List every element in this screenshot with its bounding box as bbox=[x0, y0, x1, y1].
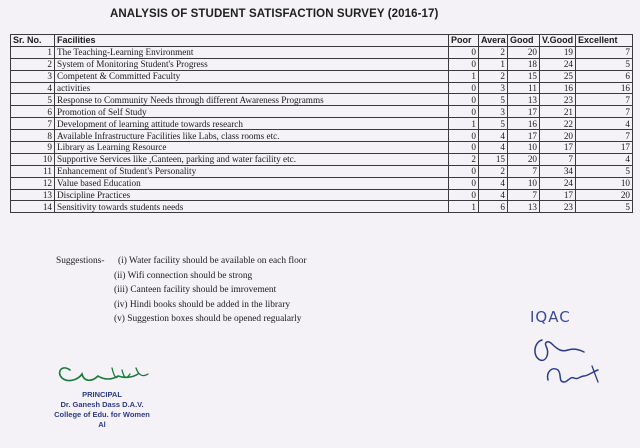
cell-sr-no: 5 bbox=[11, 94, 55, 106]
cell-facility: Available Infrastructure Facilities like Labs, class rooms etc. bbox=[55, 130, 449, 142]
cell-poor: 0 bbox=[449, 106, 479, 118]
suggestions-heading: Suggestions- bbox=[56, 256, 105, 266]
cell-excellent: 5 bbox=[576, 58, 633, 70]
suggestion-item: (v) Suggestion boxes should be opened regualarly bbox=[114, 314, 302, 324]
cell-vgood: 24 bbox=[540, 177, 576, 189]
table-header-row bbox=[11, 35, 633, 47]
cell-excellent: 7 bbox=[576, 130, 633, 142]
cell-good: 13 bbox=[508, 94, 540, 106]
cell-sr-no: 10 bbox=[11, 153, 55, 165]
cell-poor: 0 bbox=[449, 94, 479, 106]
cell-vgood: 22 bbox=[540, 118, 576, 130]
cell-excellent: 7 bbox=[576, 106, 633, 118]
cell-sr-no: 2 bbox=[11, 58, 55, 70]
cell-good: 15 bbox=[508, 70, 540, 82]
cell-vgood: 24 bbox=[540, 58, 576, 70]
cell-excellent: 4 bbox=[576, 153, 633, 165]
cell-good: 10 bbox=[508, 142, 540, 154]
cell-poor: 1 bbox=[449, 201, 479, 213]
cell-average: 4 bbox=[479, 177, 508, 189]
table-body bbox=[11, 46, 633, 212]
cell-poor: 0 bbox=[449, 46, 479, 58]
cell-facility: Discipline Practices bbox=[55, 189, 449, 201]
cell-sr-no: 8 bbox=[11, 130, 55, 142]
cell-vgood: 19 bbox=[540, 46, 576, 58]
header-excellent: Excellent bbox=[576, 35, 633, 47]
cell-average: 2 bbox=[479, 46, 508, 58]
page-title: ANALYSIS OF STUDENT SATISFACTION SURVEY (2016-17) bbox=[110, 8, 439, 20]
cell-poor: 1 bbox=[449, 118, 479, 130]
suggestion-item: (ii) Wifi connection should be strong bbox=[114, 270, 253, 281]
cell-good: 10 bbox=[508, 177, 540, 189]
iqac-signature bbox=[528, 332, 628, 396]
cell-vgood: 17 bbox=[540, 142, 576, 154]
cell-excellent: 6 bbox=[576, 70, 633, 82]
cell-poor: 0 bbox=[449, 189, 479, 201]
header-poor: Poor bbox=[449, 35, 479, 47]
cell-average: 4 bbox=[479, 142, 508, 154]
cell-good: 20 bbox=[508, 153, 540, 165]
cell-vgood: 34 bbox=[540, 165, 576, 177]
cell-facility: Value based Education bbox=[55, 177, 449, 189]
iqac-label: IQAC bbox=[530, 308, 571, 326]
cell-facility: System of Monitoring Student's Progress bbox=[55, 58, 449, 70]
principal-name: Dr. Ganesh Dass D.A.V. bbox=[60, 400, 144, 409]
cell-good: 18 bbox=[508, 58, 540, 70]
cell-poor: 0 bbox=[449, 130, 479, 142]
cell-sr-no: 11 bbox=[11, 165, 55, 177]
cell-vgood: 7 bbox=[540, 153, 576, 165]
cell-excellent: 16 bbox=[576, 82, 633, 94]
suggestion-item: (iii) Canteen facility should be imrovement bbox=[114, 285, 277, 295]
cell-vgood: 17 bbox=[540, 189, 576, 201]
cell-vgood: 21 bbox=[540, 106, 576, 118]
cell-good: 17 bbox=[508, 130, 540, 142]
cell-good: 7 bbox=[508, 189, 540, 201]
principal-stamp bbox=[42, 390, 162, 430]
table-row bbox=[11, 165, 633, 177]
table-row bbox=[11, 70, 633, 82]
cell-sr-no: 13 bbox=[11, 189, 55, 201]
cell-average: 4 bbox=[479, 130, 508, 142]
suggestions-block bbox=[56, 254, 307, 327]
cell-average: 2 bbox=[479, 165, 508, 177]
header-good: Good bbox=[508, 35, 540, 47]
principal-place: Al bbox=[98, 420, 106, 429]
cell-excellent: 7 bbox=[576, 94, 633, 106]
cell-excellent: 10 bbox=[576, 177, 633, 189]
cell-average: 15 bbox=[479, 153, 508, 165]
cell-facility: Competent & Committed Faculty bbox=[55, 70, 449, 82]
cell-excellent: 17 bbox=[576, 142, 633, 154]
header-facilities: Facilities bbox=[55, 35, 449, 47]
cell-sr-no: 7 bbox=[11, 118, 55, 130]
table-row bbox=[11, 118, 633, 130]
table-row bbox=[11, 46, 633, 58]
cell-good: 20 bbox=[508, 46, 540, 58]
cell-average: 5 bbox=[479, 94, 508, 106]
table-row bbox=[11, 142, 633, 154]
cell-vgood: 25 bbox=[540, 70, 576, 82]
cell-facility: activities bbox=[55, 82, 449, 94]
cell-sr-no: 1 bbox=[11, 46, 55, 58]
cell-average: 4 bbox=[479, 189, 508, 201]
cell-sr-no: 9 bbox=[11, 142, 55, 154]
cell-excellent: 5 bbox=[576, 201, 633, 213]
cell-vgood: 23 bbox=[540, 201, 576, 213]
table-row bbox=[11, 153, 633, 165]
cell-poor: 0 bbox=[449, 177, 479, 189]
table-row bbox=[11, 177, 633, 189]
cell-sr-no: 12 bbox=[11, 177, 55, 189]
table-row bbox=[11, 201, 633, 213]
cell-average: 3 bbox=[479, 106, 508, 118]
principal-college: College of Edu. for Women bbox=[54, 410, 150, 419]
cell-poor: 2 bbox=[449, 153, 479, 165]
cell-facility: Promotion of Self Study bbox=[55, 106, 449, 118]
table-row bbox=[11, 94, 633, 106]
table-row bbox=[11, 106, 633, 118]
cell-average: 2 bbox=[479, 70, 508, 82]
cell-good: 7 bbox=[508, 165, 540, 177]
cell-poor: 0 bbox=[449, 82, 479, 94]
suggestion-item: (iv) Hindi books should be added in the library bbox=[114, 299, 291, 310]
cell-facility: Development of learning attitude towards research bbox=[55, 118, 449, 130]
cell-vgood: 23 bbox=[540, 94, 576, 106]
cell-poor: 1 bbox=[449, 70, 479, 82]
cell-excellent: 7 bbox=[576, 46, 633, 58]
cell-average: 6 bbox=[479, 201, 508, 213]
suggestion-item: (i) Water facility should be available on each floor bbox=[118, 256, 307, 266]
table-row bbox=[11, 189, 633, 201]
cell-facility: Response to Community Needs through different Awareness Programms bbox=[55, 94, 449, 106]
survey-table bbox=[10, 34, 633, 213]
cell-facility: Sensitivity towards students needs bbox=[55, 201, 449, 213]
cell-excellent: 20 bbox=[576, 189, 633, 201]
cell-poor: 0 bbox=[449, 165, 479, 177]
header-sr-no: Sr. No. bbox=[11, 35, 55, 47]
principal-signature bbox=[52, 356, 162, 390]
cell-facility: Enhancement of Student's Personality bbox=[55, 165, 449, 177]
cell-facility: Supportive Services like ,Canteen, parking and water facility etc. bbox=[55, 153, 449, 165]
cell-poor: 0 bbox=[449, 142, 479, 154]
cell-poor: 0 bbox=[449, 58, 479, 70]
table-row bbox=[11, 130, 633, 142]
header-average: Avera bbox=[479, 35, 508, 47]
cell-excellent: 4 bbox=[576, 118, 633, 130]
cell-sr-no: 4 bbox=[11, 82, 55, 94]
cell-good: 17 bbox=[508, 106, 540, 118]
cell-excellent: 5 bbox=[576, 165, 633, 177]
cell-good: 13 bbox=[508, 201, 540, 213]
cell-good: 11 bbox=[508, 82, 540, 94]
cell-sr-no: 14 bbox=[11, 201, 55, 213]
cell-average: 5 bbox=[479, 118, 508, 130]
header-vgood: V.Good bbox=[540, 35, 576, 47]
cell-average: 3 bbox=[479, 82, 508, 94]
cell-average: 1 bbox=[479, 58, 508, 70]
table-row bbox=[11, 58, 633, 70]
principal-title: PRINCIPAL bbox=[82, 390, 122, 399]
cell-good: 16 bbox=[508, 118, 540, 130]
cell-facility: The Teaching-Learning Environment bbox=[55, 46, 449, 58]
table-row bbox=[11, 82, 633, 94]
cell-sr-no: 6 bbox=[11, 106, 55, 118]
cell-sr-no: 3 bbox=[11, 70, 55, 82]
cell-vgood: 20 bbox=[540, 130, 576, 142]
cell-facility: Library as Learning Resource bbox=[55, 142, 449, 154]
cell-vgood: 16 bbox=[540, 82, 576, 94]
